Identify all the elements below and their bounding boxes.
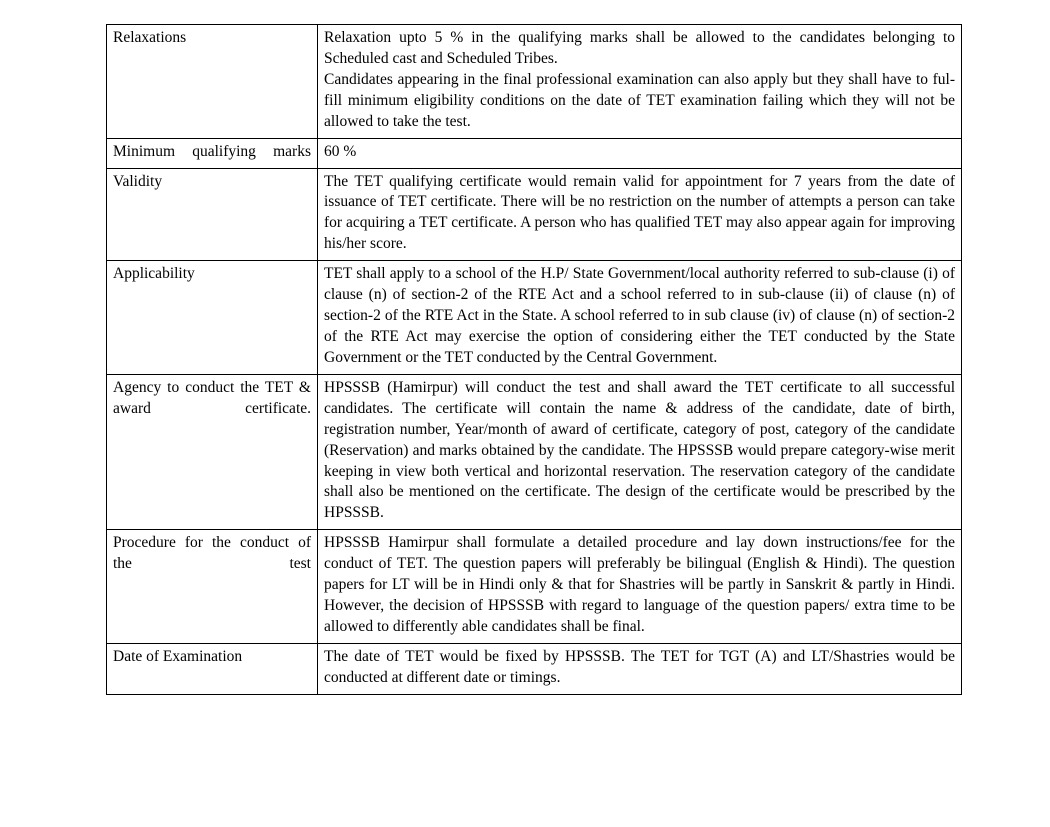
table-row xyxy=(107,643,962,694)
tet-details-table xyxy=(106,24,962,695)
row-body-relaxations xyxy=(318,25,962,139)
row-label-applicability: Applicability xyxy=(107,261,318,375)
table-body xyxy=(107,25,962,695)
row-label-minimum-qualifying-marks: Minimum qualifying marks xyxy=(107,138,318,168)
row-label-validity: Validity xyxy=(107,168,318,261)
row-body-minimum-qualifying-marks xyxy=(318,138,962,168)
row-label-date-of-examination: Date of Examination xyxy=(107,643,318,694)
row-label-agency-to-conduct: Agency to conduct the TET & award certificate. xyxy=(107,374,318,529)
row-body-applicability xyxy=(318,261,962,375)
paragraph: Candidates appearing in the final professional examination can also apply but they shall have to ful-fill minimum eligibility conditions on the date of TET examination failing which they will not be allowed to take the test. xyxy=(324,70,955,130)
row-body-agency-to-conduct xyxy=(318,374,962,529)
row-label-relaxations: Relaxations xyxy=(107,25,318,139)
row-label-procedure: Procedure for the conduct of the test xyxy=(107,530,318,644)
paragraph: Relaxation upto 5 % in the qualifying marks shall be allowed to the candidates belonging to Scheduled cast and Scheduled Tribes. xyxy=(324,29,955,67)
table-row xyxy=(107,530,962,644)
paragraph: HPSSSB Hamirpur shall formulate a detailed procedure and lay down instructions/fee for the conduct of TET. The question papers will preferably be bilingual (English & Hindi). The question papers for LT will be in Hindi only & that for Shastries will be partly in Sanskrit & partly in Hindi. However, the decision of HPSSSB with regard to language of the question papers/ extra time to be allowed to differently able candidates shall be final. xyxy=(324,534,955,635)
paragraph: 60 % xyxy=(324,142,357,160)
row-body-procedure xyxy=(318,530,962,644)
row-body-validity xyxy=(318,168,962,261)
table-row xyxy=(107,25,962,139)
paragraph: HPSSSB (Hamirpur) will conduct the test and shall award the TET certificate to all successful candidates. The certificate will contain the name & address of the candidate, date of birth, registration number, Year/month of award of certificate, category of post, category of the candidate (Reservation) and marks obtained by the candidate. The HPSSSB would prepare category-wise merit keeping in view both vertical and horizontal reservation. The reservation category of the candidate shall also be mentioned on the certificate. The design of the certificate would be prescribed by the HPSSSB. xyxy=(324,378,955,522)
paragraph: The TET qualifying certificate would remain valid for appointment for 7 years from the date of issuance of TET certificate. There will be no restriction on the number of attempts a person can take for acquiring a TET certificate. A person who has qualified TET may also appear again for improving his/her score. xyxy=(324,172,955,253)
table-row xyxy=(107,261,962,375)
paragraph: The date of TET would be fixed by HPSSSB. The TET for TGT (A) and LT/Shastries would be conducted at different date or timings. xyxy=(324,647,955,686)
paragraph: TET shall apply to a school of the H.P/ State Government/local authority referred to sub-clause (i) of clause (n) of section-2 of the RTE Act and a school referred to in sub-clause (ii) of clause (n) of section-2 of the RTE Act in the State. A school referred to in sub clause (iv) of clause (n) of section-2 of the RTE Act may exercise the option of considering either the TET conducted by the State Government or the TET conducted by the Central Government. xyxy=(324,265,955,366)
table-row xyxy=(107,374,962,529)
table-row xyxy=(107,138,962,168)
row-body-date-of-examination xyxy=(318,643,962,694)
table-row xyxy=(107,168,962,261)
